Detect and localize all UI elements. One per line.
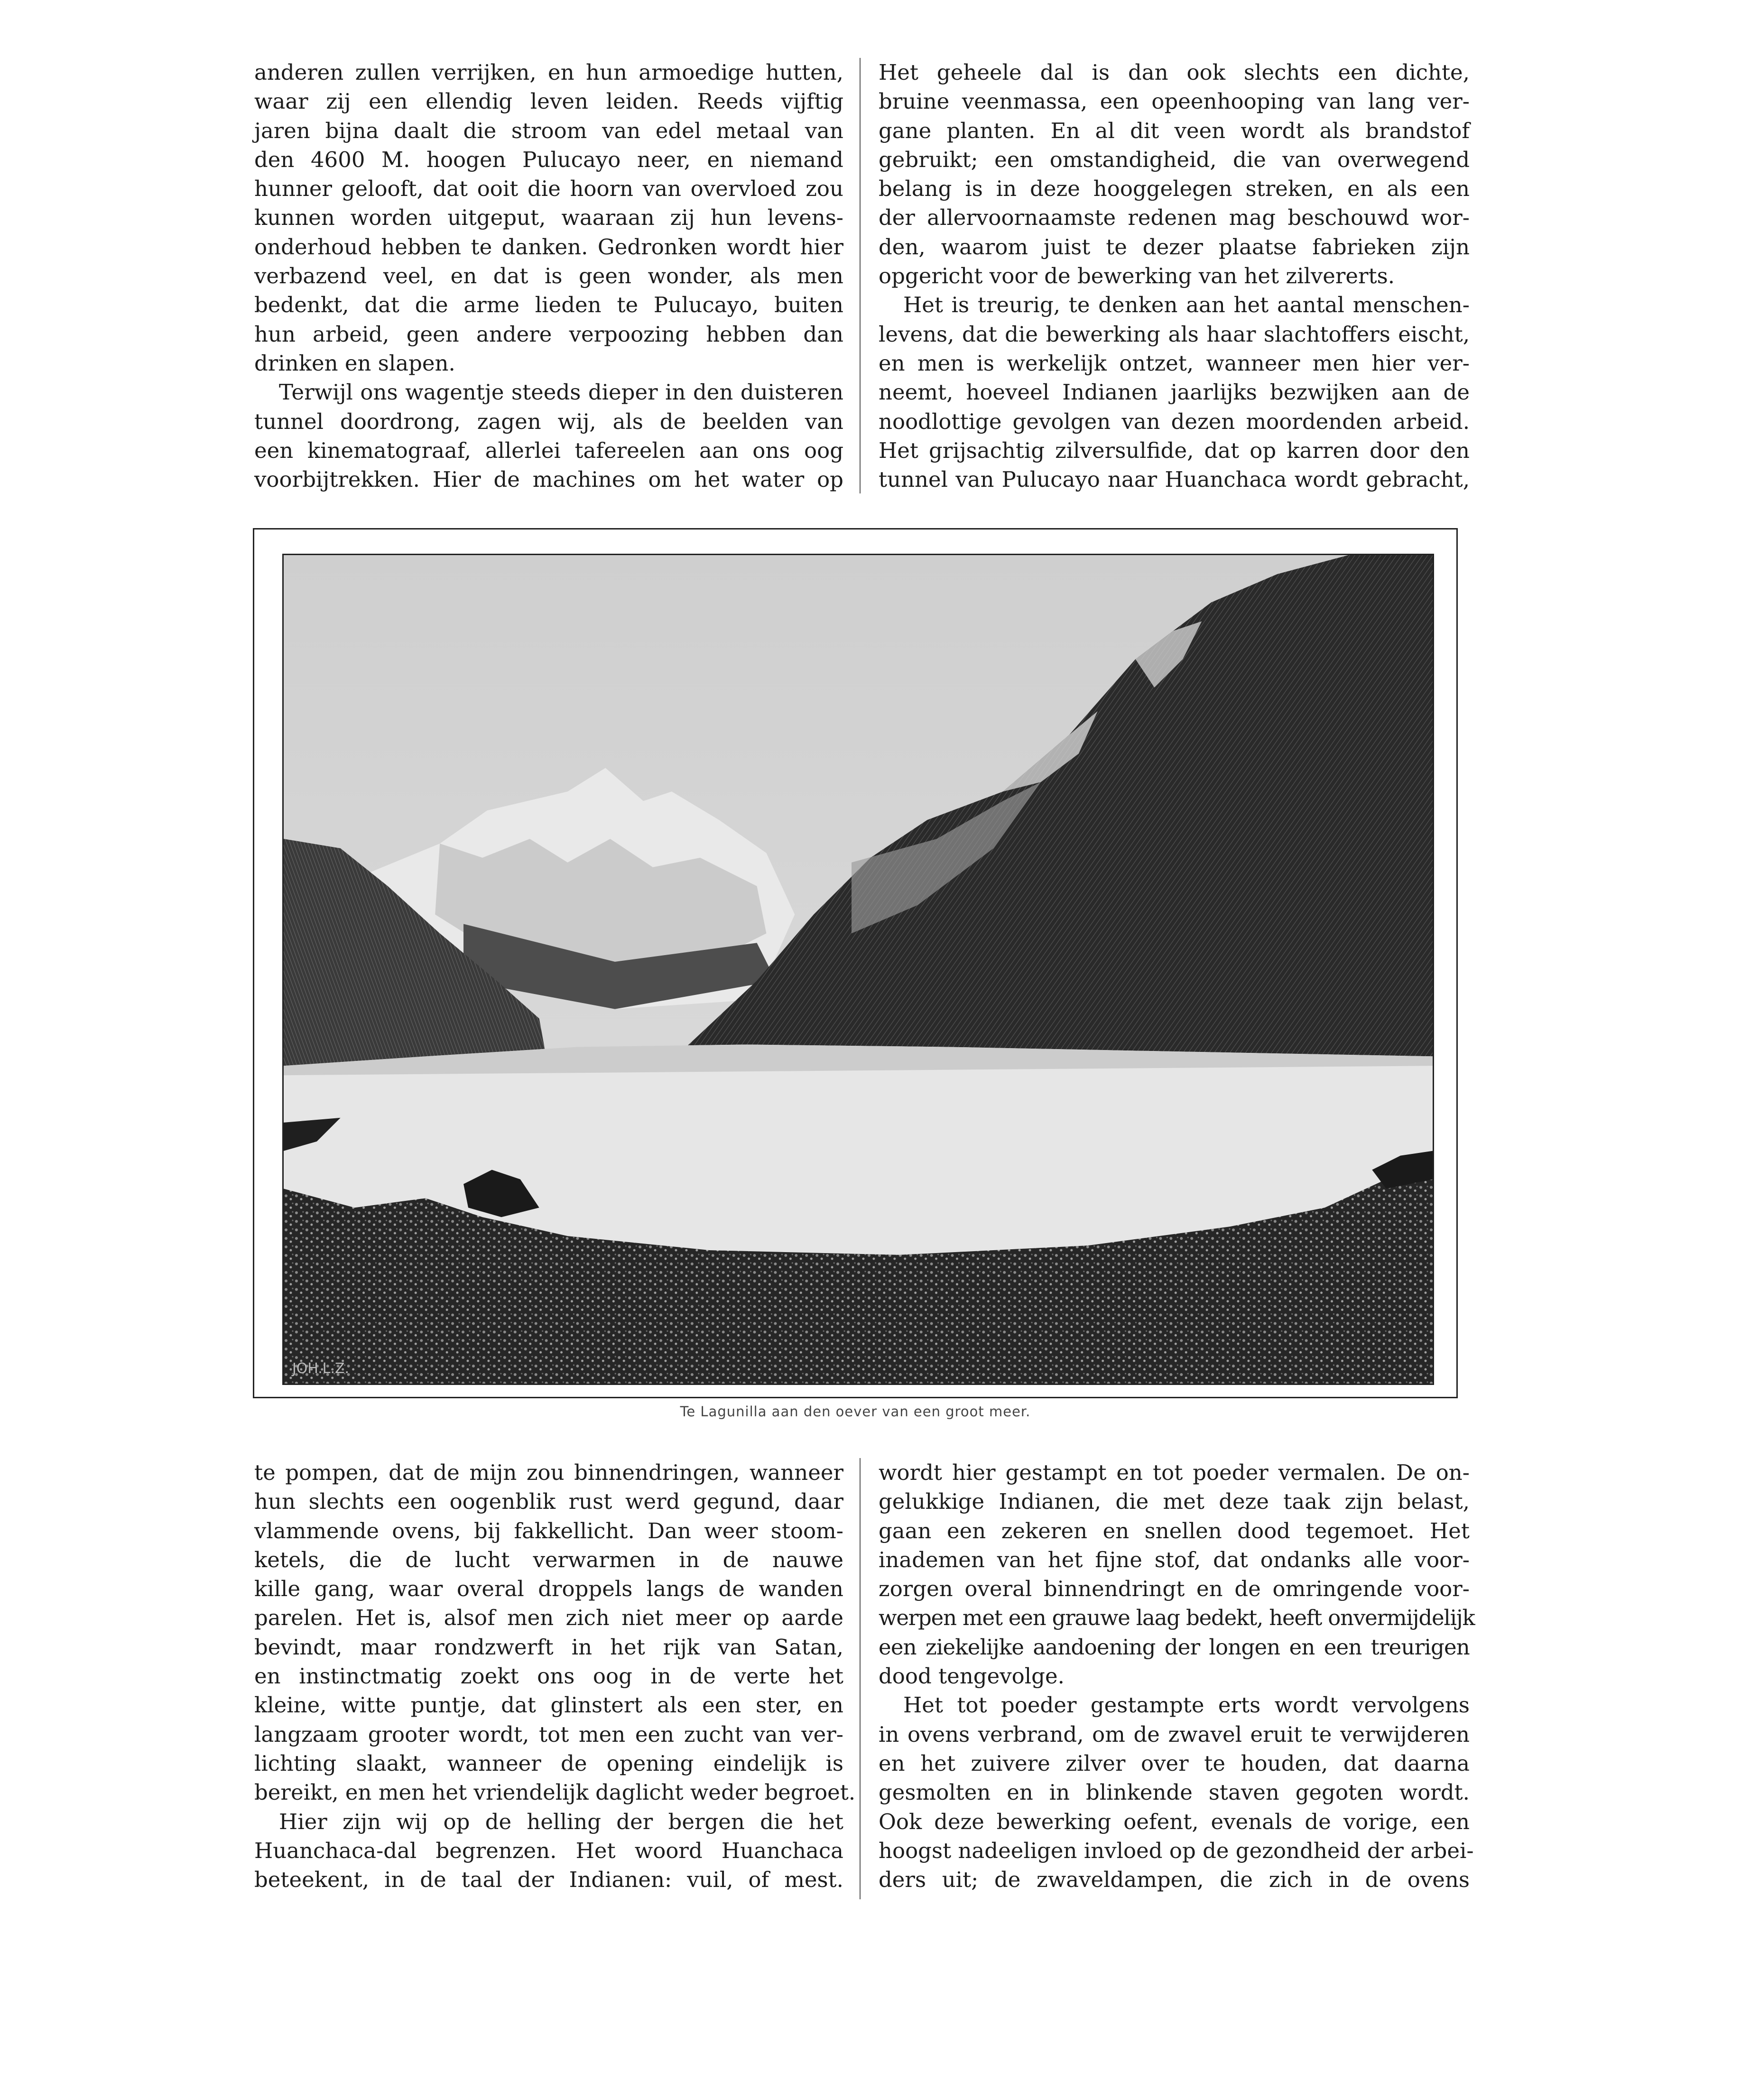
text-line: te pompen, dat de mijn zou binnendringen, wanneer	[254, 1460, 843, 1485]
text-line: kunnen worden uitgeput, waaraan zij hun levens-	[254, 205, 843, 231]
text-line: Het grijsachtig zilversulfide, dat op karren door den	[879, 437, 1470, 463]
text-line: gane planten. En al dit veen wordt als brandstof	[879, 118, 1470, 143]
text-line: en instinctmatig zoekt ons oog in de verte het	[254, 1663, 843, 1689]
text-line: bevindt, maar rondzwerft in het rijk van Satan,	[254, 1634, 843, 1660]
text-line: kille gang, waar overal droppels langs de wanden	[254, 1576, 843, 1602]
text-line: en men is werkelijk ontzet, wanneer men hier ver-	[879, 350, 1470, 376]
text-line: hun arbeid, geen andere verpoozing hebben dan	[254, 321, 843, 347]
text-line: hoogst nadeeligen invloed op de gezondheid der arbei-	[879, 1838, 1474, 1863]
text-line: zorgen overal binnendringt en de omringende voor-	[879, 1576, 1470, 1602]
text-column-top-right	[879, 58, 1470, 494]
text-line: waar zij een ellendig leven leiden. Reeds vijftig	[254, 89, 843, 114]
text-line: ders uit; de zwaveldampen, die zich in de ovens	[879, 1867, 1470, 1893]
text-line: voorbijtrekken. Hier de machines om het water op	[254, 467, 843, 492]
engraver-signature: JOH.L.Z.	[292, 1360, 350, 1377]
text-line: gaan een zekeren en snellen dood tegemoet. Het	[879, 1518, 1470, 1543]
text-line: jaren bijna daalt die stroom van edel metaal van	[254, 118, 843, 143]
text-line: gelukkige Indianen, die met deze taak zijn belast,	[879, 1489, 1470, 1515]
text-line: langzaam grooter wordt, tot men een zucht van ver-	[254, 1721, 843, 1747]
text-line: den 4600 M. hoogen Pulucayo neer, en niemand	[254, 147, 843, 172]
text-line: anderen zullen verrijken, en hun armoedige hutten,	[254, 60, 843, 85]
text-line: gebruikt; een omstandigheid, die van overwegend	[879, 147, 1470, 172]
text-line: Het tot poeder gestampte erts wordt vervolgens	[903, 1692, 1470, 1718]
text-line: vlammende ovens, bij fakkellicht. Dan weer stoom-	[254, 1518, 843, 1543]
text-line: belang is in deze hooggelegen streken, en als een	[879, 176, 1470, 202]
text-line: Huanchaca-dal begrenzen. Het woord Huanchaca	[254, 1838, 843, 1863]
text-line: Hier zijn wij op de helling der bergen die het	[279, 1809, 843, 1834]
text-line: kleine, witte puntje, dat glinstert als een ster, en	[254, 1692, 843, 1718]
text-line: wordt hier gestampt en tot poeder vermalen. De on-	[879, 1460, 1470, 1485]
text-column-top-left	[254, 58, 843, 494]
text-column-bottom-left	[254, 1458, 856, 1894]
text-line: Het geheele dal is dan ook slechts een dichte,	[879, 60, 1470, 85]
text-line: bereikt, en men het vriendelijk daglicht weder begroet.	[254, 1780, 856, 1805]
text-line: bruine veenmassa, een opeenhooping van lang ver-	[879, 89, 1470, 114]
text-line: der allervoornaamste redenen mag beschouwd wor-	[879, 205, 1470, 231]
landscape-illustration	[284, 555, 1433, 1384]
text-line: beteekent, in de taal der Indianen: vuil, of mest.	[254, 1867, 843, 1893]
text-line: dood tengevolge.	[879, 1663, 1065, 1689]
text-line: een ziekelijke aandoening der longen en een treurigen	[879, 1634, 1470, 1660]
text-line: lichting slaakt, wanneer de opening eindelijk is	[254, 1750, 843, 1776]
text-line: verbazend veel, en dat is geen wonder, als men	[254, 263, 843, 289]
engraving-lake-lagunilla	[282, 554, 1434, 1385]
text-line: tunnel doordrong, zagen wij, als de beelden van	[254, 409, 843, 434]
text-line: in ovens verbrand, om de zwavel eruit te verwijderen	[879, 1721, 1470, 1747]
text-line: levens, dat die bewerking als haar slachtoffers eischt,	[879, 321, 1470, 347]
text-column-bottom-right	[879, 1458, 1475, 1894]
text-line: den, waarom juist te dezer plaatse fabrieken zijn	[879, 234, 1470, 260]
text-line: gesmolten en in blinkende staven gegoten wordt.	[879, 1780, 1470, 1805]
text-line: Het is treurig, te denken aan het aantal menschen-	[903, 292, 1470, 318]
text-line: onderhoud hebben te danken. Gedronken wordt hier	[254, 234, 843, 260]
text-line: Ook deze bewerking oefent, evenals de vorige, een	[879, 1809, 1470, 1834]
text-line: neemt, hoeveel Indianen jaarlijks bezwijken aan de	[879, 380, 1470, 405]
figure-caption: Te Lagunilla aan den oever van een groot meer.	[680, 1403, 1031, 1420]
text-line: een kinematograaf, allerlei tafereelen aan ons oog	[254, 437, 843, 463]
text-line: bedenkt, dat die arme lieden te Pulucayo, buiten	[254, 292, 843, 318]
text-line: en het zuivere zilver over te houden, dat daarna	[879, 1750, 1470, 1776]
text-line: hunner gelooft, dat ooit die hoorn van overvloed zou	[254, 176, 843, 202]
text-line: werpen met een grauwe laag bedekt, heeft onvermijdelijk	[879, 1605, 1475, 1631]
text-line: inademen van het fijne stof, dat ondanks alle voor-	[879, 1547, 1470, 1572]
text-line: tunnel van Pulucayo naar Huanchaca wordt gebracht,	[879, 467, 1470, 492]
text-line: ketels, die de lucht verwarmen in de nauwe	[254, 1547, 843, 1572]
column-divider	[860, 1458, 861, 1899]
text-line: parelen. Het is, alsof men zich niet meer op aarde	[254, 1605, 843, 1631]
text-line: Terwijl ons wagentje steeds dieper in den duisteren	[279, 380, 843, 405]
text-line: hun slechts een oogenblik rust werd gegund, daar	[254, 1489, 843, 1515]
column-divider	[860, 58, 861, 493]
text-line: drinken en slapen.	[254, 350, 455, 376]
text-line: opgericht voor de bewerking van het zilvererts.	[879, 263, 1395, 289]
text-line: noodlottige gevolgen van dezen moordenden arbeid.	[879, 409, 1470, 434]
